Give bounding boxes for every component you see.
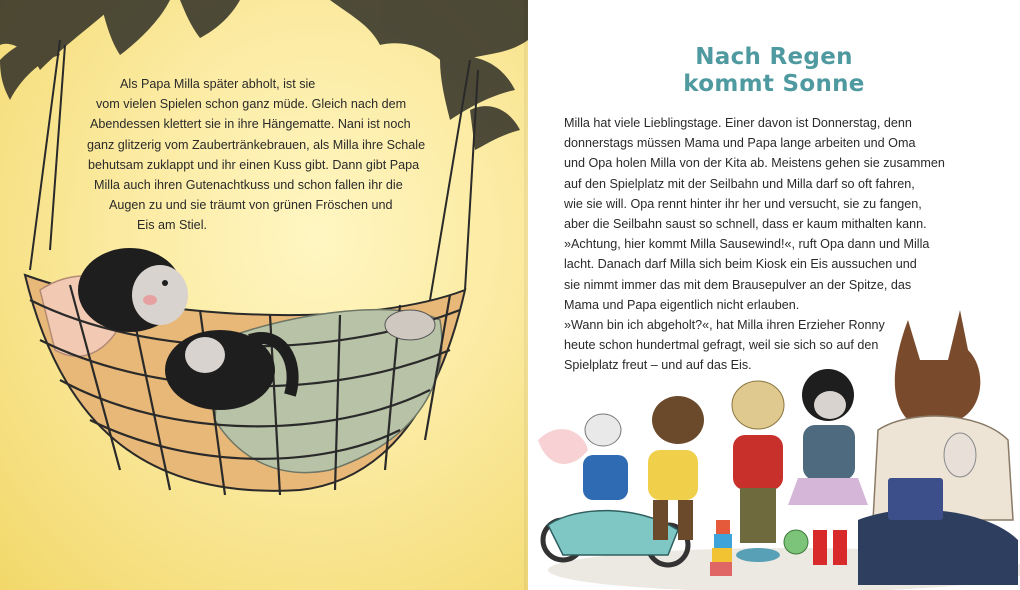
text-line: Mama und Papa eigentlich nicht erlauben. [564,297,800,312]
dog [732,381,784,562]
text-line: Abendessen klettert sie in ihre Hängematte. Nani ist noch [90,117,411,132]
page-title [528,44,1020,98]
text-line: wie sie will. Opa rennt hinter ihr her und versucht, sie zu fangen, [564,196,922,211]
text-line: Milla auch ihren Gutenachtkuss und schon fallen ihr die [94,178,403,193]
title-line: Nach Regen [695,44,853,70]
text-line: behutsam zuklappt und ihr einen Kuss gibt. Dann gibt Papa [88,157,420,172]
text-line: ganz glitzerig vom Zaubertränkebrauen, als Milla ihre Schale [87,137,426,152]
text-line: auf den Spielplatz mit der Seilbahn und Milla darf so oft fahren, [564,176,915,191]
papa-gorilla [78,248,188,332]
text-line: Als Papa Milla später abholt, ist sie [120,77,316,91]
text-line: Spielplatz freut – und auf das Eis. [564,358,752,373]
ball [784,530,808,554]
text-line: vom vielen Spielen schon ganz müde. Gleich nach dem [96,97,407,112]
text-line: »Wann bin ich abgeholt?«, hat Milla ihren Erzieher Ronny [564,318,885,333]
text-line: »Achtung, hier kommt Milla Sausewind!«, ruft Opa dann und Milla [564,237,930,252]
toy-blocks [710,520,732,576]
foot [385,310,435,340]
text-line: aber die Seilbahn saust so schnell, dass er kaum mithalten kann. [564,217,927,232]
text-line: lacht. Danach darf Milla sich beim Kiosk ein Eis aussuchen und [564,257,917,272]
text-line: donnerstags müssen Mama und Papa lange arbeiten und Oma [564,136,916,151]
title-line: kommt Sonne [683,71,865,97]
bear [648,396,704,540]
text-line: Milla hat viele Lieblingstage. Einer davon ist Donnerstag, denn [564,116,912,130]
text-line: und Opa holen Milla von der Kita ab. Meistens gehen sie zusammen [564,156,945,171]
right-story-paragraph [564,113,984,376]
text-line: Augen zu und sie träumt von grünen Fröschen und [109,198,393,213]
text-line: Eis am Stiel. [137,218,207,233]
text-line: sie nimmt immer das mit dem Brausepulver an der Spitze, das [564,277,912,292]
text-line: heute schon hundertmal gefragt, weil sie sich so auf den [564,338,879,353]
left-story-paragraph [0,74,528,236]
